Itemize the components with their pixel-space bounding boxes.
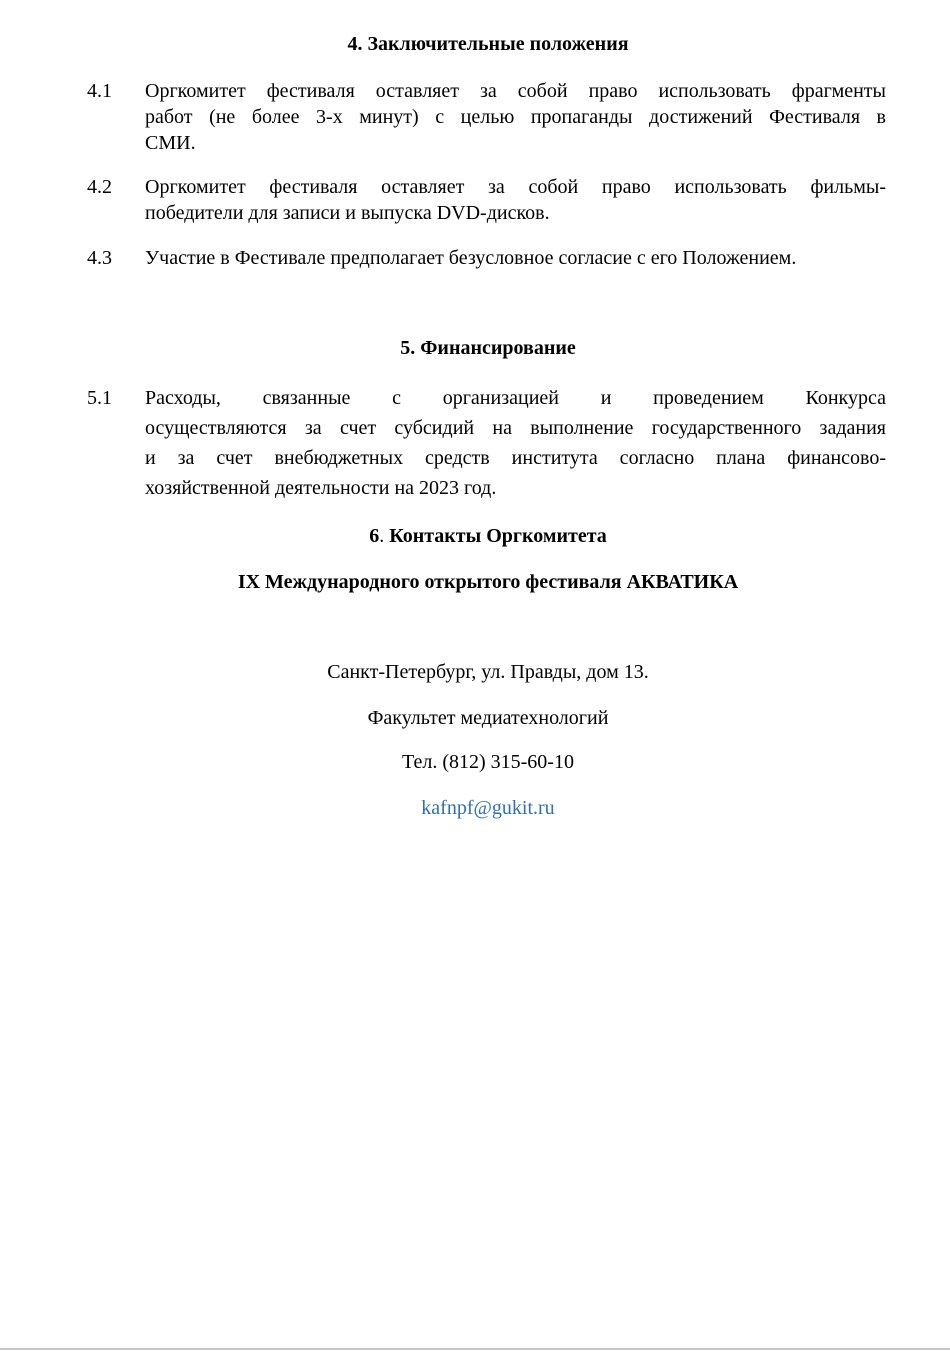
item-4-3-line-1: Участие в Фестивале предполагает безусловное согласие с его Положением. bbox=[145, 247, 797, 269]
item-4-3-number: 4.3 bbox=[87, 247, 112, 269]
item-5-1-number: 5.1 bbox=[87, 387, 112, 409]
item-4-1-line-1: Оргкомитет фестиваля оставляет за собой право использовать фрагменты bbox=[145, 80, 886, 102]
section-6-heading bbox=[230, 524, 746, 548]
item-4-2-line-2: победители для записи и выпуска DVD-дисков. bbox=[145, 202, 550, 224]
section-6-number: 6 bbox=[369, 525, 380, 547]
contact-phone: Тел. (812) 315-60-10 bbox=[402, 751, 574, 773]
contact-faculty: Факультет медиатехнологий bbox=[367, 707, 609, 729]
festival-subheading: IX Международного открытого фестиваля АКВАТИКА bbox=[237, 571, 739, 593]
item-4-1-text bbox=[145, 78, 886, 156]
item-4-3-text bbox=[145, 245, 886, 271]
contact-address: Санкт-Петербург, ул. Правды, дом 13. bbox=[327, 661, 649, 683]
item-4-2-line-1: Оргкомитет фестиваля оставляет за собой право использовать фильмы- bbox=[145, 176, 886, 198]
item-4-2-number: 4.2 bbox=[87, 176, 112, 198]
item-5-1-text bbox=[145, 383, 886, 503]
item-5-1-line-2: осуществляются за счет субсидий на выполнение государственного задания bbox=[145, 417, 886, 439]
item-5-1-line-1: Расходы, связанные с организацией и проведением Конкурса bbox=[145, 387, 886, 409]
item-5-1-line-4: хозяйственной деятельности на 2023 год. bbox=[145, 477, 497, 499]
item-5-1-line-3: и за счет внебюджетных средств института согласно плана финансово- bbox=[145, 447, 886, 469]
contact-email-link[interactable]: kafnpf@gukit.ru bbox=[421, 797, 555, 819]
item-4-2-text bbox=[145, 174, 886, 226]
section-6-title: Контакты Оргкомитета bbox=[384, 525, 607, 547]
section-5-heading: 5. Финансирование bbox=[400, 337, 576, 359]
section-6-dot: . bbox=[379, 525, 385, 547]
item-4-1-line-3: СМИ. bbox=[145, 132, 196, 154]
item-4-1-number: 4.1 bbox=[87, 80, 112, 102]
page-bottom-divider bbox=[0, 1348, 950, 1350]
item-4-1-line-2: работ (не более 3-х минут) с целью пропаганды достижений Фестиваля в bbox=[145, 106, 886, 128]
section-4-heading: 4. Заключительные положения bbox=[347, 33, 629, 55]
